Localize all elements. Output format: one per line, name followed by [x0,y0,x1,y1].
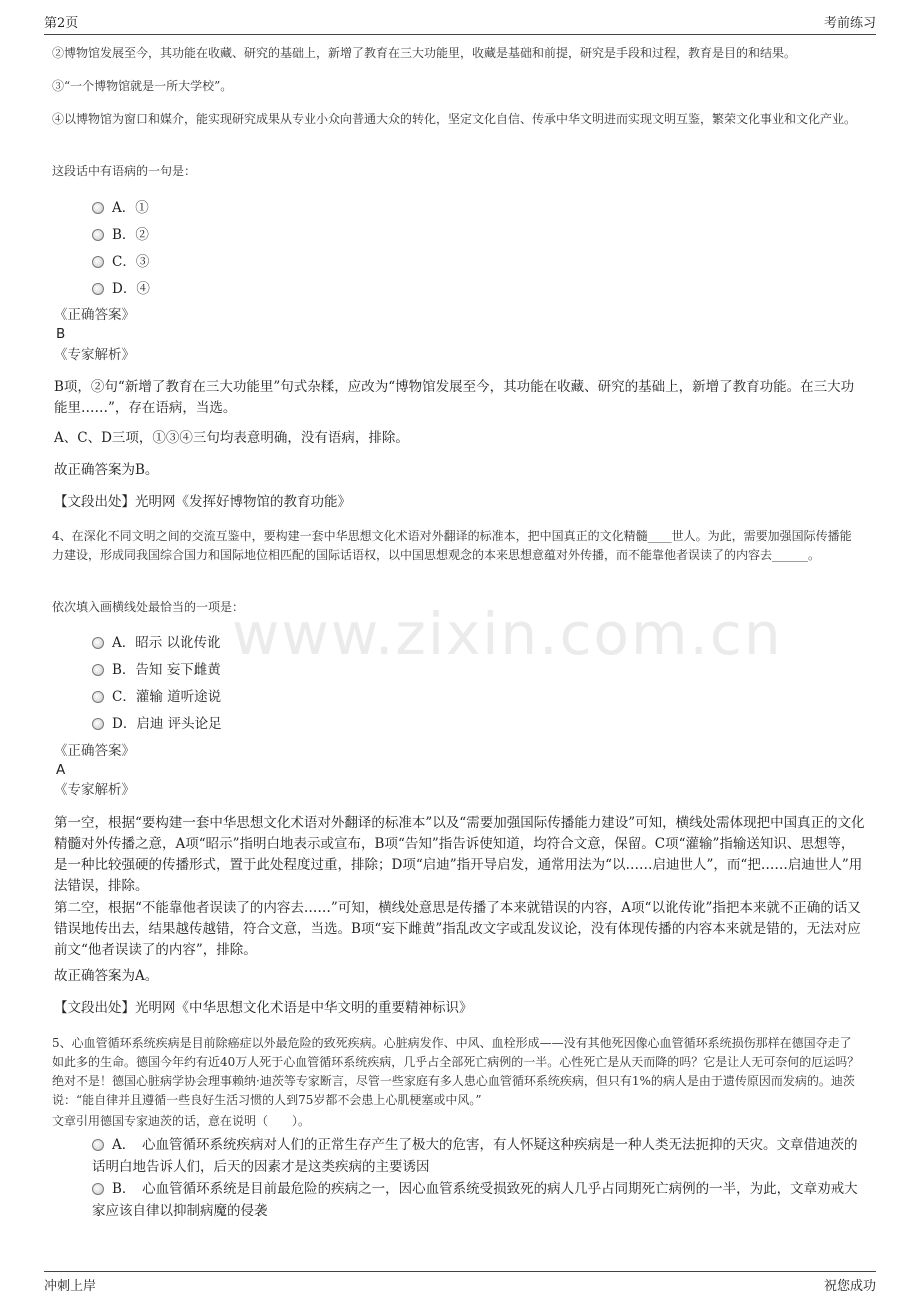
radio-icon[interactable] [92,1139,104,1151]
q3-analysis-1: B项，②句“新增了教育在三大功能里”句式杂糅，应改为“博物馆发展至今，其功能在收藏、研究的基础上，新增了教育功能。在三大功能里……”，存在语病，当选。 [54,379,855,416]
q5-prompt: 文章引用德国专家迪茨的话，意在说明（ ）。 [52,1114,311,1128]
q3-analysis-2: A、C、D三项，①③④三句均表意明确，没有语病，排除。 [54,430,409,446]
q4-answer: A [56,762,66,778]
q4-analysis-3: 故正确答案为A。 [54,968,159,984]
q4-option-a[interactable]: A．昭示 以讹传讹 [92,633,221,653]
q3-option-a[interactable]: A．① [92,198,149,218]
header-title: 考前练习 [823,16,876,31]
page-header [44,12,876,35]
q5-option-b[interactable]: B． 心血管循环系统是目前最危险的疾病之一，因心血管系统受损致死的病人几乎占同期死亡病例的一半，为此，文章劝戒大家应该自律以抑制病魔的侵袭 [92,1181,858,1219]
q3-answer-label: 《正确答案》 [54,307,135,323]
footer-right: 祝您成功 [823,1279,876,1294]
q3-sentence-4: ④以博物馆为窗口和媒介，能实现研究成果从专业小众向普通大众的转化，坚定文化自信、传承中华文明进而实现文明互鉴，繁荣文化事业和文化产业。 [52,112,857,126]
radio-icon[interactable] [92,202,104,214]
q4-analysis-label: 《专家解析》 [54,782,135,798]
q4-option-d[interactable]: D．启迪 评头论足 [92,714,222,734]
q3-analysis-label: 《专家解析》 [54,347,135,363]
radio-icon[interactable] [92,691,104,703]
q3-sentence-2: ②博物馆发展至今，其功能在收藏、研究的基础上，新增了教育在三大功能里，收藏是基础和前提，研究是手段和过程，教育是目的和结果。 [52,46,797,60]
q4-answer-label: 《正确答案》 [54,743,135,759]
q4-analysis-2: 第二空，根据“不能靠他者误读了的内容去……”可知，横线处意思是传播了本来就错误的内容，A项“以讹传讹”指把本来就不正确的话又错误地传出去，结果越传越错，符合文意，当选。B项“妄下雌黄”指乱改文字或乱发议论，没有体现传播的内容本来就是错的，无法对应前文“他者误读了的内容”，排除。 [54,900,861,958]
q4-stem: 4、在深化不同文明之间的交流互鉴中，要构建一套中华思想文化术语对外翻译的标准本，把中国真正的文化精髓____世人。为此，需要加强国际传播能力建设，形成同我国综合国力和国际地位相匹配的国际话语权，以中国思想观念的本来思想意蕴对外传播，而不能靠他者误读了的内容去______。 [52,529,852,562]
watermark: www.zixin.com.cn [232,600,783,668]
page-number: 第2页 [44,16,79,31]
radio-icon[interactable] [92,664,104,676]
q3-source: 【文段出处】光明网《发挥好博物馆的教育功能》 [54,494,351,510]
q3-analysis-3: 故正确答案为B。 [54,462,159,478]
q3-option-c[interactable]: C．③ [92,252,149,272]
radio-icon[interactable] [92,1183,104,1195]
radio-icon[interactable] [92,283,104,295]
radio-icon[interactable] [92,229,104,241]
q4-prompt: 依次填入画横线处最恰当的一项是： [52,600,245,614]
q4-option-b[interactable]: B．告知 妄下雌黄 [92,660,221,680]
q3-sentence-3: ③“一个博物馆就是一所大学校”。 [52,79,233,93]
q3-option-d[interactable]: D．④ [92,279,150,299]
q3-answer: B [56,326,66,342]
q4-option-c[interactable]: C．灌输 道听途说 [92,687,221,707]
page-footer [44,1271,876,1294]
footer-left: 冲刺上岸 [44,1279,97,1294]
q5-option-a[interactable]: A． 心血管循环系统疾病对人们的正常生存产生了极大的危害，有人怀疑这种疾病是一种人类无法扼抑的天灾。文章借迪茨的话明白地告诉人们，后天的因素才是这类疾病的主要诱因 [92,1137,858,1175]
radio-icon[interactable] [92,718,104,730]
q3-option-b[interactable]: B．② [92,225,149,245]
radio-icon[interactable] [92,637,104,649]
q3-prompt: 这段话中有语病的一句是： [52,164,197,178]
radio-icon[interactable] [92,256,104,268]
q4-source: 【文段出处】光明网《中华思想文化术语是中华文明的重要精神标识》 [54,1000,473,1016]
q4-analysis-1: 第一空，根据“要构建一套中华思想文化术语对外翻译的标准本”以及“需要加强国际传播能力建设”可知，横线处需体现把中国真正的文化精髓对外传播之意，A项“昭示”指明白地表示或宣布，B项“告知”指告诉使知道，均符合文意，保留。C项“灌输”指输送知识、思想等，是一种比较强硬的传播形式，置于此处程度过重，排除；D项“启迪”指开导启发，通常用法为“以……启迪世人”，而“把……启迪世人”用法错误，排除。 [54,815,865,894]
q5-stem: 5、心血管循环系统疾病是目前除癌症以外最危险的致死疾病。心脏病发作、中风、血栓形成——没有其他死因像心血管循环系统损伤那样在德国夺走了如此多的生命。德国今年约有近40万人死于心血管循环系统疾病，几乎占全部死亡病例的一半。心性死亡是从天而降的吗？它是让人无可奈何的厄运吗？绝对不是！德国心脏病学协会理事赖纳·迪茨等专家断言，尽管一些家庭有多人患心血管循环系统疾病，但只有1%的病人是由于遗传原因而发病的。迪茨说：“能自律并且遵循一些良好生活习惯的人到75岁都不会患上心肌梗塞或中风。” [52,1036,860,1107]
